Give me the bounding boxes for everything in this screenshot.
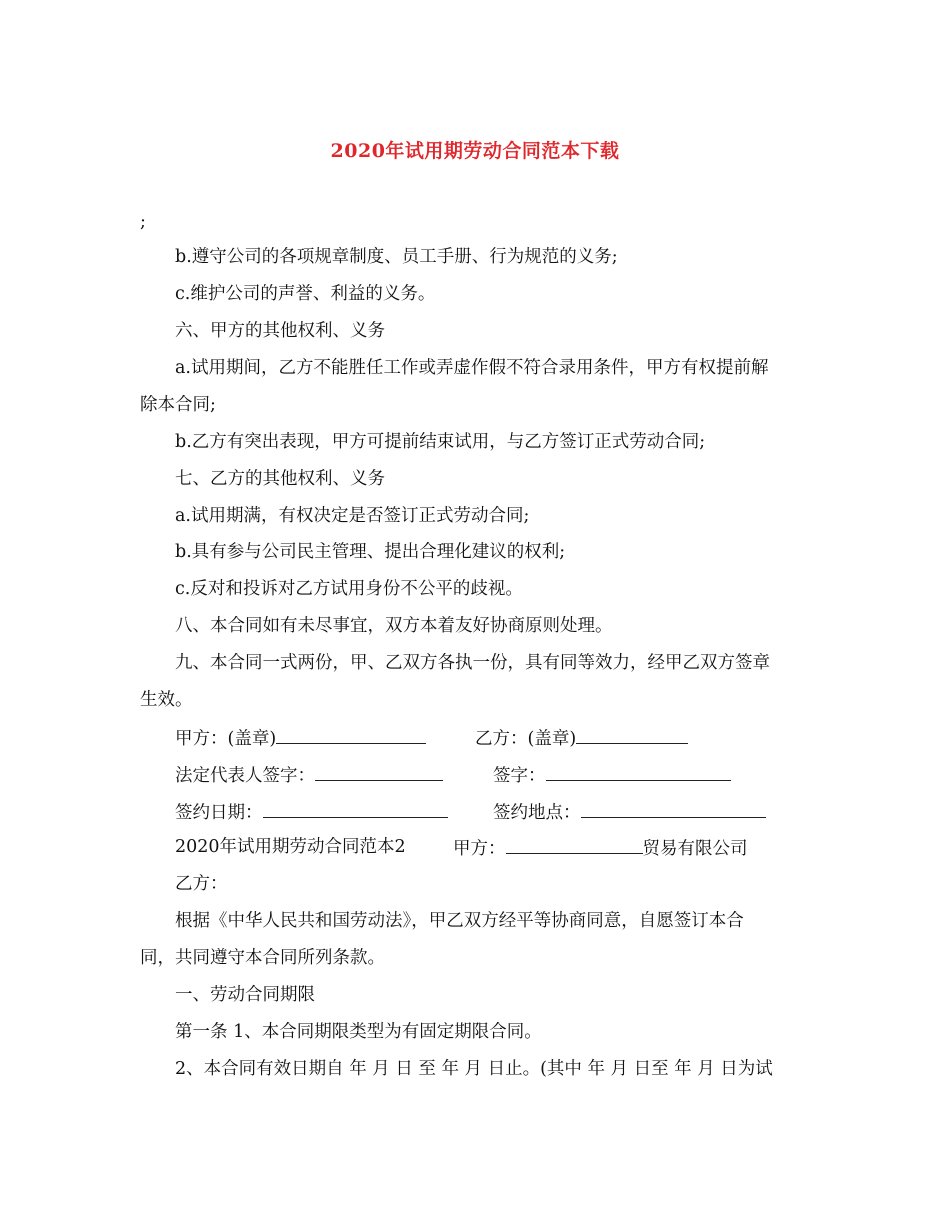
preamble-line: 同，共同遵守本合同所列条款。	[140, 948, 385, 968]
clause-line: b.遵守公司的各项规章制度、员工手册、行为规范的义务;	[175, 247, 618, 267]
party-b-signature	[475, 726, 688, 750]
section-heading: 六、甲方的其他权利、义务	[175, 321, 385, 341]
clause-line: c.反对和投诉对乙方试用身份不公平的歧视。	[175, 579, 523, 599]
contract2-heading: 2020年试用期劳动合同范本2	[175, 837, 406, 857]
party-a-signature	[175, 726, 426, 750]
date-label: 签约日期：	[175, 803, 263, 823]
date-blank	[263, 800, 448, 818]
signing-date	[175, 800, 448, 824]
sign-label: 签字：	[493, 766, 546, 786]
contract2-party-a	[453, 836, 748, 860]
article-line: 2、本合同有效日期自 年 月 日 至 年 月 日止。(其中 年 月 日至 年 月 日为试	[175, 1059, 773, 1079]
clause-line: 生效。	[140, 690, 193, 710]
clause-line: 八、本合同如有未尽事宜，双方本着友好协商原则处理。	[175, 616, 613, 636]
contract2-party-b: 乙方：	[175, 874, 228, 894]
signing-place	[493, 800, 766, 824]
party-b-label: 乙方：(盖章)	[475, 729, 577, 749]
sign-field	[493, 763, 731, 787]
clause-line: 九、本合同一式两份，甲、乙双方各执一份，具有同等效力，经甲乙双方签章	[175, 653, 770, 673]
section-heading: 一、劳动合同期限	[175, 985, 315, 1005]
company-suffix: 贸易有限公司	[642, 839, 748, 859]
clause-line: b.乙方有突出表现，甲方可提前结束试用，与乙方签订正式劳动合同;	[175, 432, 706, 452]
clause-line: c.维护公司的声誉、利益的义务。	[175, 284, 436, 304]
section-heading: 七、乙方的其他权利、义务	[175, 469, 385, 489]
contract2-party-a-blank	[506, 836, 643, 854]
place-label: 签约地点：	[493, 803, 581, 823]
article-line: 第一条 1、本合同期限类型为有固定期限合同。	[175, 1022, 542, 1042]
preamble-line: 根据《中华人民共和国劳动法》，甲乙双方经平等协商同意，自愿签订本合	[175, 911, 744, 931]
sign-blank	[546, 763, 731, 781]
representative-blank	[315, 763, 443, 781]
representative-label: 法定代表人签字：	[175, 766, 315, 786]
document-title: 2020年试用期劳动合同范本下载	[330, 140, 620, 162]
stray-semicolon: ;	[140, 212, 146, 232]
representative-signature	[175, 763, 443, 787]
contract2-party-a-label: 甲方：	[453, 839, 506, 859]
party-b-blank	[576, 726, 688, 744]
clause-line: 除本合同;	[140, 395, 216, 415]
clause-line: a.试用期间，乙方不能胜任工作或弄虚作假不符合录用条件，甲方有权提前解	[175, 358, 769, 378]
party-a-label: 甲方：(盖章)	[175, 729, 277, 749]
clause-line: a.试用期满，有权决定是否签订正式劳动合同;	[175, 506, 530, 526]
place-blank	[581, 800, 766, 818]
clause-line: b.具有参与公司民主管理、提出合理化建议的权利;	[175, 542, 566, 562]
party-a-blank	[276, 726, 426, 744]
